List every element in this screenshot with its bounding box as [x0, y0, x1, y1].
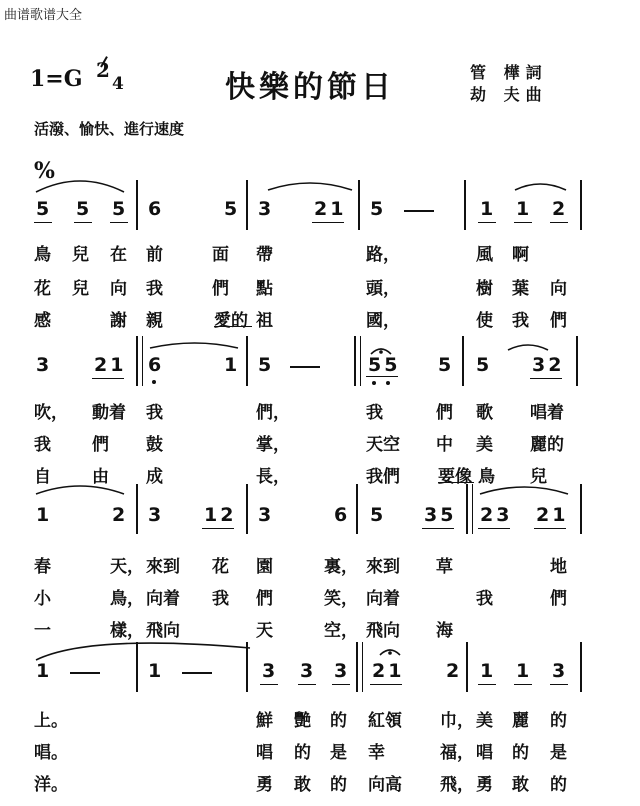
dash-sustain [182, 672, 212, 674]
slur [36, 181, 124, 192]
barline [354, 336, 356, 386]
barline [466, 484, 468, 534]
lyric: 們 [212, 279, 229, 299]
note: 1 [224, 354, 238, 376]
lyric: 空， [324, 621, 358, 641]
barline [360, 336, 361, 386]
lyric: 飛向 [146, 621, 180, 641]
site-label: 曲谱歌谱大全 [4, 8, 83, 23]
lyric: 裏， [324, 557, 358, 577]
note: 32 [532, 354, 565, 376]
tie [480, 487, 568, 494]
lyric: 的 [512, 743, 529, 763]
lyric: 向 [110, 279, 127, 299]
lyric: 使 [476, 311, 493, 331]
underline [530, 378, 562, 379]
lyric: 向着 [146, 589, 180, 609]
lyric: 唱。 [34, 743, 68, 763]
lyric: 中 [436, 435, 453, 455]
key-signature: 1=G [30, 66, 83, 92]
lyric: 麗 [512, 711, 529, 731]
lyric: 海 [436, 621, 453, 641]
lyric: 福， [440, 743, 474, 763]
lyric: 天空 [366, 435, 400, 455]
note: 21 [536, 504, 569, 526]
note: 5 [370, 198, 384, 220]
lyric: 洋。 [34, 775, 68, 795]
lyric: 鳥 [34, 245, 51, 265]
barline [136, 180, 138, 230]
lyric: 的 [294, 743, 311, 763]
underline [370, 684, 402, 685]
note: 5 [370, 504, 384, 526]
note: 1 [516, 198, 530, 220]
underline [438, 482, 474, 483]
lyric: 吹， [34, 403, 68, 423]
note: 23 [480, 504, 513, 526]
barline [356, 642, 358, 692]
note: 6 [334, 504, 348, 526]
underline [478, 684, 496, 685]
lyric: 在 [110, 245, 127, 265]
note: 5 [258, 354, 272, 376]
lyric: 樹 [476, 279, 493, 299]
barline [466, 642, 468, 692]
lyric: 由 [92, 467, 109, 487]
lyric: 歌 [476, 403, 493, 423]
underline [298, 684, 316, 685]
dash-sustain [290, 366, 320, 368]
lyric: 謝 [110, 311, 127, 331]
lyric: 葉 [512, 279, 529, 299]
note: 2 [112, 504, 126, 526]
underline [550, 684, 568, 685]
note: 2 [446, 660, 460, 682]
lyric: 幸 [368, 743, 385, 763]
lyric: 麗的 [530, 435, 564, 455]
lyricist-credit: 管 樺詞 [470, 63, 548, 82]
time-signature-top: 2 [96, 58, 110, 82]
lyric: 我 [512, 311, 529, 331]
lyric: 飛， [440, 775, 474, 795]
note: 21 [94, 354, 127, 376]
lyric: 是 [330, 743, 347, 763]
barline [472, 484, 473, 534]
tie [150, 343, 238, 348]
lyric: 自 [34, 467, 51, 487]
lyric: 天， [110, 557, 144, 577]
lyric: 巾， [440, 711, 474, 731]
lyric: 們 [256, 589, 273, 609]
barline [362, 642, 363, 692]
underline [202, 528, 234, 529]
lyric: 唱着 [530, 403, 564, 423]
note: 1 [480, 198, 494, 220]
lyric: 艷 [294, 711, 311, 731]
note: 3 [262, 660, 276, 682]
lyric: 上。 [34, 711, 68, 731]
lyric: 掌， [256, 435, 290, 455]
lower-octave-dot [152, 380, 156, 384]
lyric: 唱 [256, 743, 273, 763]
lyric: 兒 [72, 279, 89, 299]
lyric: 向 [550, 279, 567, 299]
note: 21 [372, 660, 405, 682]
composer-credit: 劫 夫曲 [470, 85, 548, 104]
underline [34, 222, 52, 223]
barline [462, 336, 464, 386]
lyric: 們， [256, 403, 290, 423]
barline [136, 484, 138, 534]
dash-sustain [70, 672, 100, 674]
note: 5 [476, 354, 490, 376]
underline [110, 222, 128, 223]
lyric: 天 [256, 621, 273, 641]
lyric: 親 [146, 311, 163, 331]
lyric: 敢 [294, 775, 311, 795]
lower-octave-dot [372, 381, 376, 385]
note: 1 [148, 660, 162, 682]
lyric: 面 [212, 245, 229, 265]
note: 3 [258, 504, 272, 526]
underline [366, 376, 398, 377]
lyric: 是 [550, 743, 567, 763]
lyric: 我 [366, 403, 383, 423]
lyric: 草 [436, 557, 453, 577]
lyric: 小 [34, 589, 51, 609]
lyric: 要像 [438, 467, 472, 487]
underline [422, 528, 454, 529]
underline [214, 326, 252, 327]
lyric: 春 [34, 557, 51, 577]
segno-sign: % [34, 158, 55, 184]
barline [246, 642, 248, 692]
tie [36, 643, 250, 660]
lyric: 的 [550, 711, 567, 731]
barline [246, 484, 248, 534]
underline [550, 222, 568, 223]
note: 55 [368, 354, 401, 376]
lower-octave-dot [386, 381, 390, 385]
lyric: 鳥 [478, 467, 495, 487]
lyric: 我們 [366, 467, 400, 487]
note: 1 [36, 504, 50, 526]
underline [312, 222, 344, 223]
note: 1 [480, 660, 494, 682]
lyric: 帶 [256, 245, 273, 265]
barline [142, 336, 143, 386]
barline [136, 336, 138, 386]
slur [515, 184, 566, 190]
lyric: 成 [146, 467, 163, 487]
lyric: 紅領 [368, 711, 402, 731]
barline [246, 336, 248, 386]
note: 12 [204, 504, 237, 526]
note: 2 [552, 198, 566, 220]
lyric: 花 [34, 279, 51, 299]
note: 3 [334, 660, 348, 682]
note: 3 [258, 198, 272, 220]
note: 6 [148, 354, 162, 376]
lyric: 們 [436, 403, 453, 423]
underline [332, 684, 350, 685]
lyric: 勇 [256, 775, 273, 795]
underline [478, 528, 510, 529]
lyric: 路， [366, 245, 400, 265]
lyric: 的 [330, 775, 347, 795]
lyric: 我 [146, 279, 163, 299]
lyric: 兒 [530, 467, 547, 487]
dash-sustain [404, 210, 434, 212]
underline [74, 222, 92, 223]
note: 35 [424, 504, 457, 526]
note: 6 [148, 198, 162, 220]
lyric: 樣， [110, 621, 144, 641]
lyric: 花 [212, 557, 229, 577]
lyric: 唱 [476, 743, 493, 763]
lyric: 鮮 [256, 711, 273, 731]
lyric: 鼓 [146, 435, 163, 455]
tie [36, 486, 124, 494]
lyric: 我 [212, 589, 229, 609]
note: 3 [148, 504, 162, 526]
barline [464, 180, 466, 230]
lyric: 啊 [512, 245, 529, 265]
lyric: 兒 [72, 245, 89, 265]
lyric: 們 [550, 589, 567, 609]
note: 1 [36, 660, 50, 682]
note: 21 [314, 198, 347, 220]
barline [356, 484, 358, 534]
barline [246, 180, 248, 230]
lyric: 愛的 [214, 311, 248, 331]
lyric: 動着 [92, 403, 126, 423]
lyric: 我 [476, 589, 493, 609]
note: 5 [224, 198, 238, 220]
note: 5 [36, 198, 50, 220]
lyric: 鳥， [110, 589, 144, 609]
lyric: 們 [92, 435, 109, 455]
tempo-marking: 活潑、愉快、進行速度 [34, 120, 185, 138]
barline [136, 642, 138, 692]
note: 3 [552, 660, 566, 682]
lyric: 我 [34, 435, 51, 455]
time-signature-bottom: 4 [112, 74, 124, 94]
lyric: 來到 [366, 557, 400, 577]
lyric: 前 [146, 245, 163, 265]
underline [534, 528, 566, 529]
lyric: 美 [476, 435, 493, 455]
lyric: 飛向 [366, 621, 400, 641]
lyric: 國， [366, 311, 400, 331]
lyric: 一 [34, 621, 51, 641]
tie [268, 183, 352, 190]
lyric: 祖 [256, 311, 273, 331]
lyric: 地 [550, 557, 567, 577]
barline [576, 336, 578, 386]
lyric: 向高 [368, 775, 402, 795]
underline [260, 684, 278, 685]
lyric: 風 [476, 245, 493, 265]
barline [580, 180, 582, 230]
lyric: 向着 [366, 589, 400, 609]
lyric: 敢 [512, 775, 529, 795]
underline [514, 222, 532, 223]
underline [478, 222, 496, 223]
note: 5 [112, 198, 126, 220]
barline [580, 484, 582, 534]
underline [92, 378, 124, 379]
note: 5 [438, 354, 452, 376]
lyric: 的 [330, 711, 347, 731]
lyric: 長， [256, 467, 290, 487]
lyric: 我 [146, 403, 163, 423]
barline [580, 642, 582, 692]
lyric: 來到 [146, 557, 180, 577]
lyric: 點 [256, 279, 273, 299]
note: 1 [516, 660, 530, 682]
lyric: 笑， [324, 589, 358, 609]
barline [358, 180, 360, 230]
lyric: 們 [550, 311, 567, 331]
slur [508, 345, 548, 350]
lyric: 感 [34, 311, 51, 331]
note: 5 [76, 198, 90, 220]
lyric: 美 [476, 711, 493, 731]
lyric: 的 [550, 775, 567, 795]
lyric: 園 [256, 557, 273, 577]
fermata-dot [388, 651, 392, 655]
underline [514, 684, 532, 685]
note: 3 [300, 660, 314, 682]
lyric: 頭， [366, 279, 400, 299]
song-title: 快樂的節日 [225, 70, 395, 105]
lyric: 勇 [476, 775, 493, 795]
note: 3 [36, 354, 50, 376]
